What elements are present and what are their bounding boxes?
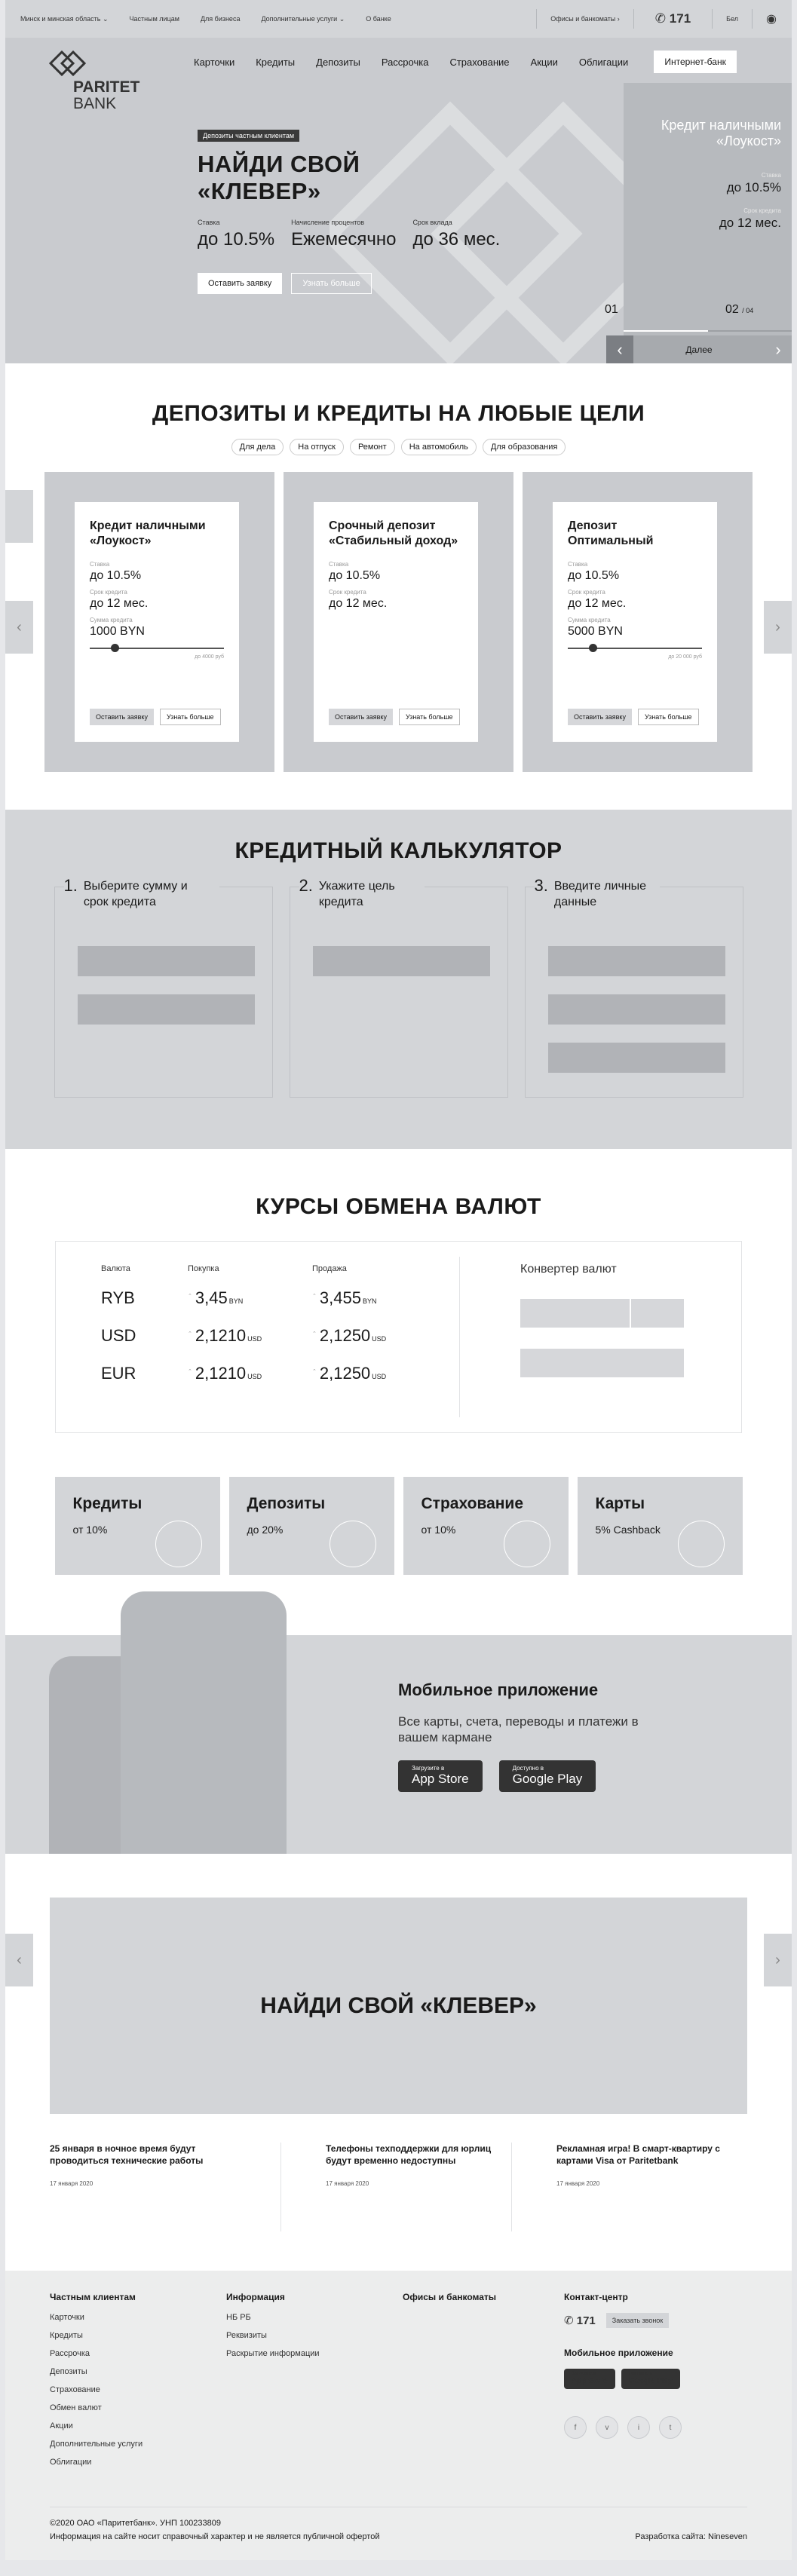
accessibility-eye-icon[interactable]: ◉ (766, 13, 777, 26)
divider (536, 9, 537, 29)
card-more-button[interactable]: Узнать больше (160, 709, 221, 725)
rate-label: Ставка (329, 561, 349, 568)
vk-icon[interactable]: v (596, 2416, 618, 2439)
chevron-right-icon: › (775, 339, 781, 359)
logo-name: PARITET (73, 78, 140, 96)
product-card-title: Кредит наличными «Лоукост» (90, 519, 206, 547)
sum-range: до 4000 руб (195, 654, 224, 660)
buy-rate: ⌃ 2,1210 USD (188, 1364, 262, 1383)
product-card-body (75, 502, 239, 742)
paritet-bank-logo[interactable] (43, 48, 164, 116)
slider-handle[interactable] (589, 644, 597, 652)
next-slide-preview[interactable] (624, 83, 792, 363)
converter-title: Конвертер валют (520, 1263, 617, 1276)
term-label: Срок кредита (568, 589, 605, 596)
news-item[interactable]: Рекламная игра! В смарт-квартиру с картами Visa от Paritetbank 17 января 2020 (511, 2143, 742, 2231)
header-buy: Покупка (188, 1264, 219, 1273)
currency-converter (460, 1242, 684, 1432)
chevron-right-icon: › (775, 618, 780, 636)
rate-row (101, 1326, 459, 1346)
news-item[interactable]: Телефоны техподдержки для юрлиц будут временно недоступны 17 января 2020 (280, 2143, 511, 2231)
footer-col-title: Контакт-центр (564, 2292, 628, 2302)
footer-link[interactable]: Реквизиты (226, 2331, 267, 2340)
products-title: ДЕПОЗИТЫ И КРЕДИТЫ НА ЛЮБЫЕ ЦЕЛИ (152, 401, 645, 426)
footer-col-private (50, 2292, 226, 2476)
footer-store-buttons (564, 2369, 740, 2398)
app-store-button[interactable]: Загрузите в App Store (564, 2369, 615, 2389)
social-links (564, 2416, 740, 2439)
sum-range: до 20 000 руб (668, 654, 702, 660)
hero-more-button[interactable]: Узнать больше (291, 273, 371, 294)
trend-icon: ⌃ (312, 1331, 317, 1337)
sum-slider[interactable] (90, 643, 224, 654)
buy-rate: ⌃ 2,1210 USD (188, 1326, 262, 1345)
offices-link[interactable]: Офисы и банкоматы › (550, 15, 620, 23)
promo-tile-cards[interactable]: Карты 5% Cashback (578, 1477, 743, 1575)
banner-prev-arrow[interactable] (5, 1934, 33, 1986)
circle-icon (330, 1521, 376, 1567)
footer-link[interactable]: Страхование (50, 2385, 100, 2394)
prev-slide-button[interactable] (606, 335, 633, 363)
copyright: ©2020 ОАО «Паритетбанк». УНП 100233809 (50, 2519, 221, 2528)
calc-field[interactable] (548, 946, 725, 976)
converter-currency-select[interactable] (631, 1299, 684, 1328)
products-prev-arrow[interactable] (5, 490, 33, 543)
currency: RYB (101, 1288, 135, 1307)
phone-icon: ✆ (654, 11, 667, 26)
footer-col-title: Мобильное приложение (564, 2348, 673, 2358)
calc-step-heading: 1. Выберите сумму и срок кредита (64, 878, 219, 910)
phone-mockup (121, 1591, 287, 1854)
divider (633, 9, 634, 29)
hero-stat-interest: Начисление процентов Ежемесячно (291, 219, 397, 250)
sum-slider[interactable] (568, 643, 702, 654)
footer-link[interactable]: Раскрытие информации (226, 2349, 320, 2358)
converter-amount-input[interactable] (520, 1299, 630, 1328)
card-more-button[interactable]: Узнать больше (638, 709, 699, 725)
product-card-title: Срочный депозит «Стабильный доход» (329, 519, 458, 547)
footer-col-offices (403, 2292, 579, 2476)
promo-banner-section (5, 1854, 792, 2114)
currency: USD (101, 1326, 136, 1345)
phone-icon: ✆ (564, 2314, 574, 2327)
app-store-buttons (398, 1760, 654, 1792)
divider (712, 9, 713, 29)
footer-bottom (50, 2507, 747, 2544)
calc-field[interactable] (548, 994, 725, 1025)
filter-repair[interactable]: Ремонт (350, 439, 395, 455)
nav-item-cards[interactable]: Карточки (194, 56, 235, 68)
sell-rate: ⌃ 2,1250 USD (312, 1364, 387, 1383)
rate-label: Ставка (568, 561, 588, 568)
developer-credit[interactable]: Разработка сайта: Nineseven (635, 2532, 747, 2541)
product-card-body (553, 502, 717, 742)
card-buttons (329, 709, 460, 725)
product-card (523, 472, 753, 772)
news-item[interactable]: 25 января в ночное время будут проводиться технические работы 17 января 2020 (50, 2143, 204, 2187)
calc-field[interactable] (78, 994, 255, 1025)
hero-buttons (198, 273, 372, 294)
footer-columns (50, 2292, 747, 2476)
facebook-icon[interactable]: f (564, 2416, 587, 2439)
sum-value: 5000 BYN (568, 625, 623, 638)
circle-icon (155, 1521, 202, 1567)
sum-value: 1000 BYN (90, 625, 145, 638)
trend-icon: ⌃ (188, 1368, 192, 1374)
calc-step (290, 876, 508, 1098)
card-buttons (568, 709, 699, 725)
chevron-right-icon: › (617, 15, 620, 23)
footer-link[interactable]: Карточки (50, 2313, 84, 2322)
callback-button[interactable]: Заказать звонок (606, 2313, 669, 2328)
news-list (50, 2143, 747, 2231)
footer-legal (50, 2516, 379, 2544)
filter-car[interactable]: На автомобиль (401, 439, 477, 455)
sum-label: Сумма кредита (568, 617, 611, 623)
main-nav (194, 48, 758, 75)
mobile-app-section (5, 1635, 792, 1854)
top-link-extra[interactable]: Дополнительные услуги ⌄ (261, 14, 345, 23)
slide-progress-fill (624, 330, 708, 332)
card-apply-button[interactable]: Оставить заявку (329, 709, 393, 725)
chevron-left-icon: ‹ (17, 618, 22, 636)
hero-title: НАЙДИ СВОЙ «КЛЕВЕР» (198, 151, 360, 204)
chevron-left-icon: ‹ (617, 339, 623, 359)
footer-link[interactable]: Обмен валют (50, 2403, 102, 2412)
chevron-down-icon: ⌄ (339, 14, 345, 23)
nav-item-credits[interactable]: Кредиты (256, 56, 296, 68)
trend-icon: ⌃ (188, 1331, 192, 1337)
chevron-right-icon: › (775, 1951, 780, 1968)
calc-step-heading: 2. Укажите цель кредита (299, 878, 425, 910)
product-card-body (314, 502, 478, 742)
top-link-about[interactable]: О банке (366, 15, 391, 23)
calculator-title: КРЕДИТНЫЙ КАЛЬКУЛЯТОР (235, 838, 562, 863)
promo-tile-insurance[interactable]: Страхование от 10% (403, 1477, 569, 1575)
banner-next-arrow[interactable] (764, 1934, 792, 1986)
next-slide-title: Кредит наличными «Лоукост» (661, 118, 781, 149)
converter-input-row (520, 1299, 684, 1328)
filter-business[interactable]: Для дела (231, 439, 284, 455)
google-play-button[interactable]: Доступно в Google Play (499, 1760, 596, 1792)
buy-rate: ⌃ 3,45 BYN (188, 1288, 244, 1307)
currency: EUR (101, 1364, 136, 1383)
nav-item-insurance[interactable]: Страхование (449, 56, 510, 68)
footer-col-title: Частным клиентам (50, 2292, 136, 2302)
product-card (284, 472, 513, 772)
rate-row (101, 1288, 459, 1308)
products-section (5, 363, 792, 810)
rates-table (56, 1242, 459, 1432)
footer-phone-row (564, 2313, 740, 2328)
term-value: до 12 мес. (329, 597, 388, 610)
term-value: до 12 мес. (568, 597, 627, 610)
circle-icon (504, 1521, 550, 1567)
instagram-icon[interactable]: i (627, 2416, 650, 2439)
exchange-rates (5, 1149, 792, 1575)
promo-banner[interactable]: НАЙДИ СВОЙ «КЛЕВЕР» (50, 1898, 747, 2114)
hero-badge: Депозиты частным клиентам (198, 130, 299, 142)
footer-col-contacts (564, 2292, 740, 2476)
calc-field[interactable] (78, 946, 255, 976)
slide-total: 02 / 04 (725, 303, 754, 316)
calc-field[interactable] (548, 1043, 725, 1073)
app-store-button[interactable]: Загрузите в App Store (398, 1760, 483, 1792)
footer (5, 2271, 792, 2560)
sell-rate: ⌃ 2,1250 USD (312, 1326, 387, 1345)
card-buttons (90, 709, 221, 725)
products-filters (5, 439, 792, 455)
footer-link[interactable]: НБ РБ (226, 2313, 251, 2322)
calc-step (525, 876, 743, 1098)
calculator-steps (5, 876, 792, 1098)
credit-calculator (5, 810, 792, 1149)
card-apply-button[interactable]: Оставить заявку (90, 709, 154, 725)
sum-label: Сумма кредита (90, 617, 133, 623)
logo-sub: BANK (73, 95, 117, 112)
disclaimer: Информация на сайте носит справочный характер и не является публичной офертой (50, 2532, 380, 2541)
top-bar-right (523, 9, 777, 29)
rate-row (101, 1364, 459, 1383)
footer-link[interactable]: Депозиты (50, 2367, 87, 2376)
sell-rate: ⌃ 3,455 BYN (312, 1288, 377, 1307)
footer-phone[interactable]: ✆ 171 (564, 2314, 596, 2327)
filter-education[interactable]: Для образования (483, 439, 566, 455)
term-value: до 12 мес. (90, 597, 149, 610)
slide-current: 01 (605, 303, 618, 316)
top-link-business[interactable]: Для бизнеса (200, 15, 241, 23)
hero-stat-rate: Ставка до 10.5% (198, 219, 275, 250)
nav-item-promotions[interactable]: Акции (530, 56, 558, 68)
rate-value: до 10.5% (90, 569, 142, 582)
nav-item-installment[interactable]: Рассрочка (381, 56, 429, 68)
hero-stat-term: Срок вклада до 36 мес. (412, 219, 501, 250)
header-currency: Валюта (101, 1264, 130, 1273)
divider (752, 9, 753, 29)
calc-field[interactable] (313, 946, 490, 976)
next-slide-stat-rate: Ставка до 10.5% (726, 172, 781, 195)
trend-icon: ⌃ (312, 1368, 317, 1374)
top-bar (5, 0, 792, 38)
promo-tile-deposits[interactable]: Депозиты до 20% (229, 1477, 394, 1575)
google-play-button[interactable]: Доступно в Google Play (621, 2369, 680, 2389)
product-card (44, 472, 274, 772)
footer-link[interactable]: Дополнительные услуги (50, 2440, 143, 2449)
footer-link[interactable]: Облигации (50, 2458, 92, 2467)
phone-link[interactable]: ✆ 171 (654, 11, 691, 26)
page (5, 0, 792, 2560)
rates-header (101, 1264, 459, 1273)
term-label: Срок кредита (90, 589, 127, 596)
language-switch[interactable]: Бел (726, 15, 739, 23)
filter-vacation[interactable]: На отпуск (290, 439, 344, 455)
card-apply-button[interactable]: Оставить заявку (568, 709, 632, 725)
slider-handle[interactable] (111, 644, 119, 652)
calc-step (54, 876, 273, 1098)
rate-value: до 10.5% (329, 569, 381, 582)
next-slide-stat-term: Срок кредита до 12 мес. (719, 207, 781, 230)
twitter-icon[interactable]: t (659, 2416, 682, 2439)
footer-link[interactable]: Кредиты (50, 2331, 83, 2340)
hero-apply-button[interactable]: Оставить заявку (198, 273, 282, 294)
circle-icon (678, 1521, 725, 1567)
next-slide-label[interactable]: Далее (685, 344, 713, 355)
rates-box (55, 1241, 742, 1433)
products-cards (5, 472, 792, 772)
rate-value: до 10.5% (568, 569, 620, 582)
app-title: Мобильное приложение (398, 1680, 599, 1699)
rate-label: Ставка (90, 561, 110, 568)
card-more-button[interactable]: Узнать больше (399, 709, 460, 725)
chevron-down-icon: ⌄ (103, 14, 109, 23)
next-slide-button[interactable] (765, 335, 792, 363)
footer-link[interactable]: Рассрочка (50, 2349, 90, 2358)
internet-bank-button[interactable]: Интернет-банк (654, 51, 737, 73)
product-card-title: Депозит Оптимальный (568, 519, 654, 547)
nav-item-bonds[interactable]: Облигации (578, 56, 629, 68)
promo-tiles (5, 1477, 792, 1575)
slide-progress-bar (624, 330, 792, 332)
header-sell: Продажа (312, 1264, 347, 1273)
term-label: Срок кредита (329, 589, 366, 596)
rates-title: КУРСЫ ОБМЕНА ВАЛЮТ (256, 1194, 541, 1219)
nav-item-deposits[interactable]: Депозиты (316, 56, 360, 68)
region-select[interactable]: Минск и минская область ⌄ (20, 14, 109, 23)
converter-result-field[interactable] (520, 1349, 684, 1377)
footer-link[interactable]: Акции (50, 2421, 73, 2431)
hero-stats (198, 219, 517, 250)
products-prev-arrow[interactable] (5, 601, 33, 654)
products-next-arrow[interactable] (764, 601, 792, 654)
trend-icon: ⌃ (188, 1293, 192, 1299)
hero-slider (5, 38, 792, 363)
footer-col-info (226, 2292, 403, 2476)
chevron-left-icon: ‹ (17, 1951, 22, 1968)
calc-step-heading: 3. Введите личные данные (535, 878, 660, 910)
slide-navigation (606, 335, 792, 363)
top-link-private[interactable]: Частным лицам (129, 15, 179, 23)
footer-col-title: Информация (226, 2292, 285, 2302)
footer-col-title[interactable]: Офисы и банкоматы (403, 2292, 497, 2302)
app-text (398, 1680, 654, 1792)
trend-icon: ⌃ (312, 1293, 317, 1299)
app-description: Все карты, счета, переводы и платежи в вашем кармане (398, 1714, 639, 1744)
promo-tile-credits[interactable]: Кредиты от 10% (55, 1477, 220, 1575)
